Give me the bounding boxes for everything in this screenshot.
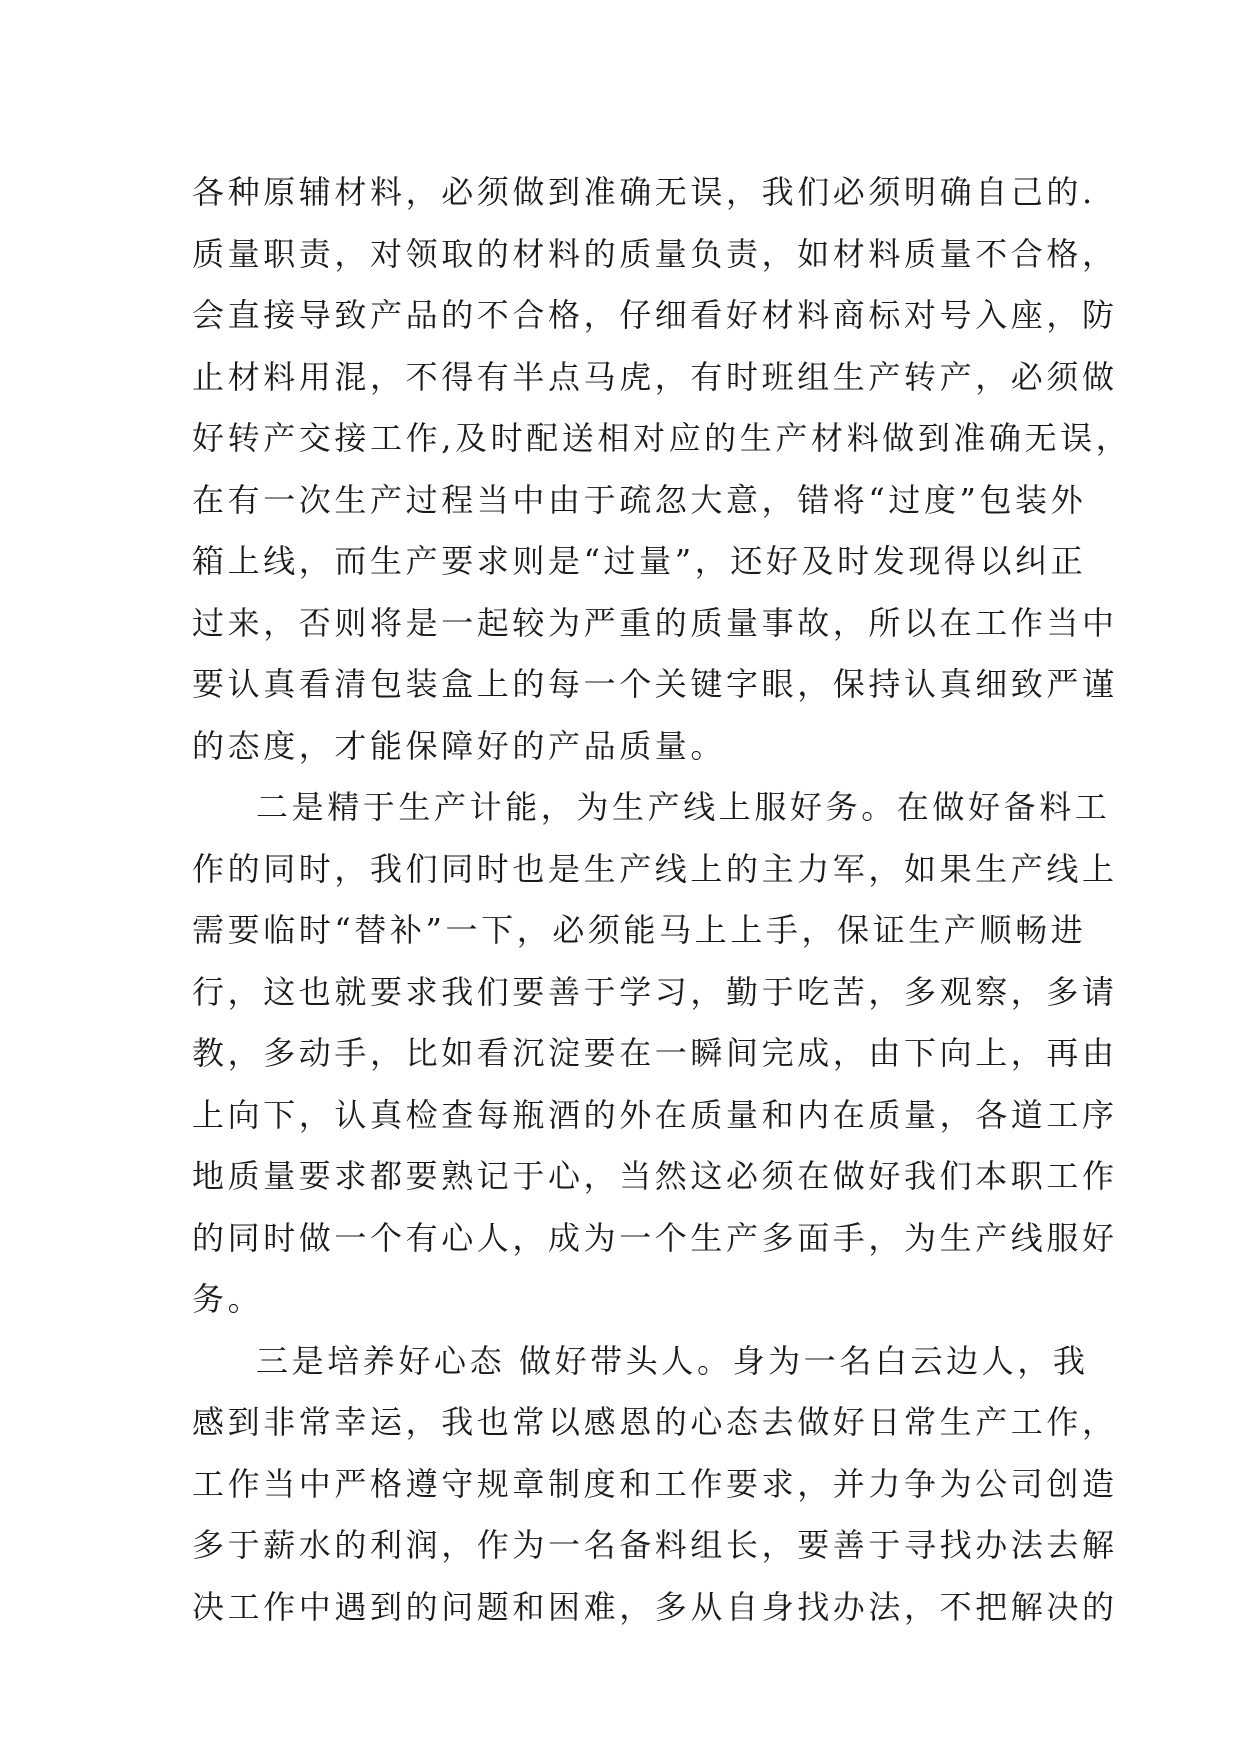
text-line: 在有一次生产过程当中由于疏忽大意，错将“过度”包装外 <box>192 480 1087 519</box>
text-line: 好转产交接工作,及时配送相对应的生产材料做到准确无误， <box>192 419 1132 457</box>
text-line: 的态度，才能保障好的产品质量。 <box>192 726 727 765</box>
text-line: 上向下，认真检查每瓶酒的外在质量和内在质量，各道工序 <box>192 1095 1118 1134</box>
text-line: 要认真看清包装盒上的每一个关键字眼，保持认真细致严谨 <box>192 665 1118 703</box>
text-line: 务。 <box>192 1280 264 1318</box>
text-line: 会直接导致产品的不合格，仔细看好材料商标对号入座，防 <box>192 296 1118 334</box>
paragraph-start-line: 三是培养好心态 做好带头人。身为一名白云边人，我 <box>256 1341 1089 1380</box>
text-line: 感到非常幸运，我也常以感恩的心态去做好日常生产工作， <box>192 1403 1118 1441</box>
text-line: 行，这也就要求我们要善于学习，勤于吃苦，多观察，多请 <box>192 972 1118 1011</box>
text-line: 质量职责，对领取的材料的质量负责，如材料质量不合格， <box>192 234 1118 273</box>
text-line: 教，多动手，比如看沉淀要在一瞬间完成，由下向上，再由 <box>192 1034 1118 1072</box>
text-line: 止材料用混，不得有半点马虎，有时班组生产转产，必须做 <box>192 357 1118 396</box>
text-line: 地质量要求都要熟记于心，当然这必须在做好我们本职工作 <box>192 1157 1118 1195</box>
paragraph-start-line: 二是精于生产计能，为生产线上服好务。在做好备料工 <box>256 788 1111 826</box>
text-line: 的同时做一个有心人，成为一个生产多面手，为生产线服好 <box>192 1218 1118 1257</box>
text-line: 过来，否则将是一起较为严重的质量事故，所以在工作当中 <box>192 603 1118 642</box>
text-line: 箱上线，而生产要求则是“过量”，还好及时发现得以纠正 <box>192 542 1087 580</box>
document-body <box>192 162 1132 1638</box>
text-line: 多于薪水的利润，作为一名备料组长，要善于寻找办法去解 <box>192 1526 1118 1564</box>
text-line: 需要临时“替补”一下，必须能马上上手，保证生产顺畅进 <box>192 911 1087 949</box>
text-line: 工作当中严格遵守规章制度和工作要求，并力争为公司创造 <box>192 1464 1118 1503</box>
text-line: 各种原辅材料，必须做到准确无误，我们必须明确自己的. <box>192 173 1096 211</box>
text-line: 决工作中遇到的问题和困难，多从自身找办法，不把解决的 <box>192 1587 1118 1626</box>
text-line: 作的同时，我们同时也是生产线上的主力军，如果生产线上 <box>192 849 1118 888</box>
